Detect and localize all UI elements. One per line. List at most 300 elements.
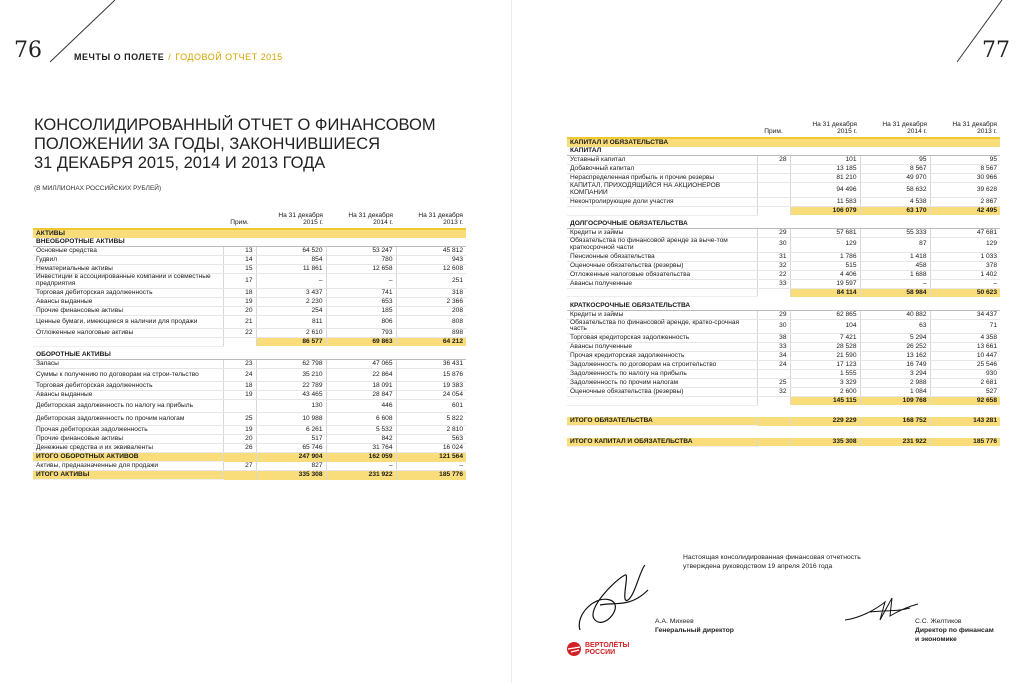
row-label: Суммы к получению по договорам на строи-тельство [33,369,223,382]
row-label: Ценные бумаги, имеющиеся в наличии для продажи [33,316,223,329]
total-note [757,207,790,216]
table-row [33,462,466,471]
row-note: 19 [223,426,256,435]
table-row [567,261,1000,270]
row-label: Оценочные обязательства (резервы) [567,261,757,270]
signature-zheltikov [840,590,920,630]
section-assets [33,229,466,238]
row-label: Торговая кредиторская задолженность [567,334,757,343]
value-2014: – [860,279,930,288]
value-2015: 13 185 [790,165,860,174]
value-2013: 19 383 [396,382,466,391]
total-2015: 145 115 [790,397,860,406]
table-row [33,426,466,435]
total-2013: 42 495 [930,207,1000,216]
subhead-equity [567,147,1000,156]
table-row [567,361,1000,370]
value-2014: 63 [860,319,930,334]
value-2014: 22 864 [326,369,396,382]
row-note: 32 [757,261,790,270]
row-note: 18 [223,382,256,391]
value-2015: 1 786 [790,252,860,261]
row-label: Обязательства по финансовой аренде, кратко-срочная часть [567,319,757,334]
table-row [567,270,1000,279]
row-label: Отложенные налоговые активы [33,329,223,338]
value-2013: – [396,462,466,471]
total-2014: 109 768 [860,397,930,406]
value-2014: 87 [860,238,930,253]
row-note: 25 [223,413,256,426]
total-2015: 335 308 [790,438,860,447]
page-number-right: 77 [982,38,1010,63]
value-2015: 854 [256,256,326,265]
total-note [223,338,256,347]
total-2014: 69 863 [326,338,396,347]
value-2013: 10 447 [930,352,1000,361]
table-header [33,212,466,229]
row-label: Неконтролирующие доли участия [567,198,757,207]
col-note-header: Прим. [223,212,256,229]
total-2013: 143 281 [930,417,1000,426]
total-2015: 335 308 [256,471,326,480]
total-shortterm [567,397,1000,406]
value-2015: 6 261 [256,426,326,435]
value-2015: 104 [790,319,860,334]
row-note: 19 [223,298,256,307]
value-2015: 62 865 [790,310,860,319]
value-2013: 13 661 [930,343,1000,352]
signature-mikheev [570,560,660,640]
value-2015: 81 210 [790,174,860,183]
value-2014: 5 294 [860,334,930,343]
value-2014: 1 084 [860,388,930,397]
value-2015: 515 [790,261,860,270]
row-label: Прочая кредиторская задолженность [567,352,757,361]
value-2013: 36 431 [396,360,466,369]
value-2013: 898 [396,329,466,338]
value-2013: 15 876 [396,369,466,382]
row-label: Дебиторская задолженность по прочим налогам [33,413,223,426]
page-number-left: 76 [14,38,42,63]
value-2014: 3 294 [860,370,930,379]
row-note: 20 [223,435,256,444]
value-2013: 12 608 [396,265,466,274]
value-2014: 53 247 [326,247,396,256]
row-label: Нематериальные активы [33,265,223,274]
table-row [33,444,466,453]
value-2013: 47 681 [930,229,1000,238]
value-2015: 2 610 [256,329,326,338]
total-note [223,453,256,462]
table-row [33,435,466,444]
logo-text-line: РОССИИ [585,649,616,656]
value-2015: 94 496 [790,183,860,198]
value-2014: 47 065 [326,360,396,369]
value-2013: 2 681 [930,379,1000,388]
value-2013: 8 567 [930,165,1000,174]
value-2013: 2 810 [396,426,466,435]
total-2014: 231 922 [326,471,396,480]
value-2014: 185 [326,307,396,316]
table-row [567,165,1000,174]
row-note: 31 [757,252,790,261]
table-row [567,198,1000,207]
value-2013: 378 [930,261,1000,270]
value-2014: 58 632 [860,183,930,198]
row-spacer [567,426,1000,438]
row-label: Авансы полученные [567,279,757,288]
value-2015: 35 210 [256,369,326,382]
total-2013: 185 776 [396,471,466,480]
row-note: 19 [223,391,256,400]
col-2013-header: На 31 декабря 2013 г. [396,212,466,229]
table-row [33,369,466,382]
total-note [757,438,790,447]
total-assets [33,471,466,480]
value-2015: 4 406 [790,270,860,279]
signer-title: Генеральный директор [655,627,734,634]
row-label: Задолженность по налогу на прибыль [567,370,757,379]
row-note: 13 [223,247,256,256]
value-2013: 24 054 [396,391,466,400]
value-2013: – [930,279,1000,288]
value-2015: 3 329 [790,379,860,388]
value-2014: 842 [326,435,396,444]
value-2013: 208 [396,307,466,316]
table-row [567,279,1000,288]
value-2015: 827 [256,462,326,471]
total-label: ИТОГО КАПИТАЛ И ОБЯЗАТЕЛЬСТВА [567,438,757,447]
row-label: Обязательства по финансовой аренде за выче-том краткосрочной части [567,238,757,253]
signer-name: А.А. Михеев [655,618,694,625]
report-title [34,116,454,173]
value-2015: 11 861 [256,265,326,274]
running-subtitle: ГОДОВОЙ ОТЧЕТ 2015 [175,52,283,62]
running-title: МЕЧТЫ О ПОЛЕТЕ [74,52,165,62]
table-row [567,352,1000,361]
row-label: Задолженность по прочим налогам [567,379,757,388]
row-note: 28 [757,156,790,165]
value-2015: 1 555 [790,370,860,379]
value-2014: 16 749 [860,361,930,370]
value-2015: 21 590 [790,352,860,361]
value-2014: 49 970 [860,174,930,183]
value-2015: 43 465 [256,391,326,400]
table-row [33,400,466,413]
row-label: Денежные средства и их эквиваленты [33,444,223,453]
value-2014: 1 688 [860,270,930,279]
row-label: Инвестиции в ассоциированные компании и совместные предприятия [33,274,223,289]
subhead-current-label: ОБОРОТНЫЕ АКТИВЫ [33,351,466,360]
signer-mikheev [655,617,734,635]
col-2015-header: На 31 декабря 2015 г. [256,212,326,229]
value-2014: 741 [326,289,396,298]
value-2013: 71 [930,319,1000,334]
total-note [757,288,790,297]
total-equity-liabilities [567,438,1000,447]
total-equity [567,207,1000,216]
row-note [757,198,790,207]
table-row [33,289,466,298]
total-2014: 63 170 [860,207,930,216]
total-note [757,417,790,426]
row-note: 20 [223,307,256,316]
row-label: Гудвил [33,256,223,265]
col-note-header: Прим. [757,121,790,138]
value-2015: 101 [790,156,860,165]
total-label [33,338,223,347]
value-2014: 18 091 [326,382,396,391]
row-label: Авансы полученные [567,343,757,352]
value-2014: 95 [860,156,930,165]
value-2013: 563 [396,435,466,444]
row-note: 22 [757,270,790,279]
row-label: Кредиты и займы [567,310,757,319]
row-note: 24 [223,369,256,382]
row-label: Отложенные налоговые обязательства [567,270,757,279]
section-assets-label: АКТИВЫ [33,229,466,238]
table-row [33,391,466,400]
logo-text-line: ВЕРТОЛЁТЫ [585,641,630,649]
row-note: 17 [223,274,256,289]
col-2015-header: На 31 декабря 2015 г. [790,121,860,138]
total-2014: 231 922 [860,438,930,447]
total-2013: 121 564 [396,453,466,462]
row-note: 33 [757,279,790,288]
value-2014: 458 [860,261,930,270]
signer-zheltikov [915,617,994,644]
table-row [567,238,1000,253]
value-2013: 2 867 [930,198,1000,207]
table-header [567,121,1000,138]
total-2013: 64 212 [396,338,466,347]
table-row [33,382,466,391]
row-note: 21 [223,316,256,329]
total-2013: 185 776 [930,438,1000,447]
row-label: Нераспределенная прибыль и прочие резервы [567,174,757,183]
value-2014: – [326,274,396,289]
value-2014: 780 [326,256,396,265]
table-row [33,247,466,256]
row-label: Прочие финансовые активы [33,435,223,444]
row-note: 30 [757,319,790,334]
value-2013: 16 024 [396,444,466,453]
row-note [757,370,790,379]
value-2014: 28 847 [326,391,396,400]
liabilities-table [567,121,1000,447]
subhead-current [33,351,466,360]
total-noncurrent [33,338,466,347]
report-title-line: 31 ДЕКАБРЯ 2015, 2014 И 2013 ГОДА [34,154,326,172]
value-2013: 1 402 [930,270,1000,279]
approval-line: Настоящая консолидированная финансовая отчетность [683,554,861,561]
total-current [33,453,466,462]
value-2014: 1 418 [860,252,930,261]
row-label: Дебиторская задолженность по налогу на прибыль [33,400,223,413]
report-title-line: ПОЛОЖЕНИИ ЗА ГОДЫ, ЗАКОНЧИВШИЕСЯ [34,135,381,153]
value-2014: 6 608 [326,413,396,426]
value-2014: 653 [326,298,396,307]
subhead-noncurrent [33,238,466,247]
value-2013: 129 [930,238,1000,253]
table-row [567,370,1000,379]
row-note: 27 [223,462,256,471]
row-note: 15 [223,265,256,274]
value-2014: 806 [326,316,396,329]
table-row [567,334,1000,343]
value-2013: 251 [396,274,466,289]
row-label: Авансы выданные [33,391,223,400]
total-longterm [567,288,1000,297]
row-label: Авансы выданные [33,298,223,307]
total-2015: 86 577 [256,338,326,347]
value-2014: 26 252 [860,343,930,352]
value-2015: 3 437 [256,289,326,298]
subhead-noncurrent-label: ВНЕОБОРОТНЫЕ АКТИВЫ [33,238,466,247]
subhead-longterm [567,220,1000,229]
value-2013: 527 [930,388,1000,397]
table-row [567,379,1000,388]
subhead-shortterm [567,302,1000,311]
row-label: Торговая дебиторская задолженность [33,382,223,391]
row-label: Активы, предназначенные для продажи [33,462,223,471]
total-2013: 50 623 [930,288,1000,297]
value-2015: 19 597 [790,279,860,288]
table-row [567,343,1000,352]
value-2015: 11 583 [790,198,860,207]
row-note: 29 [757,229,790,238]
row-note [757,165,790,174]
value-2015: 2 600 [790,388,860,397]
row-note [757,183,790,198]
value-2015: 17 123 [790,361,860,370]
value-2015: 28 528 [790,343,860,352]
table-row [567,183,1000,198]
row-label: Основные средства [33,247,223,256]
signer-title: Директор по финансам [915,627,994,634]
col-2013-header: На 31 декабря 2013 г. [930,121,1000,138]
value-2013: 808 [396,316,466,329]
total-label [567,397,757,406]
value-2015: 254 [256,307,326,316]
section-equity-liabilities-label: КАПИТАЛ И ОБЯЗАТЕЛЬСТВА [567,138,1000,147]
company-logo [566,641,629,657]
assets-body [33,229,466,479]
value-2014: – [326,462,396,471]
total-label: ИТОГО АКТИВЫ [33,471,223,480]
value-2013: 95 [930,156,1000,165]
row-label: Запасы [33,360,223,369]
row-note: 18 [223,289,256,298]
row-note [223,400,256,413]
row-note [757,174,790,183]
row-note: 32 [757,388,790,397]
value-2015: 7 421 [790,334,860,343]
table-row [33,316,466,329]
table-row [567,156,1000,165]
value-2014: 5 532 [326,426,396,435]
total-note [757,397,790,406]
col-2014-header: На 31 декабря 2014 г. [326,212,396,229]
row-label: Прочие финансовые активы [33,307,223,316]
value-2014: 40 882 [860,310,930,319]
value-2013: 318 [396,289,466,298]
signer-title: и экономике [915,636,957,643]
value-2013: 930 [930,370,1000,379]
value-2013: 30 966 [930,174,1000,183]
assets-table [33,212,466,480]
row-label: КАПИТАЛ, ПРИХОДЯЩИЙСЯ НА АКЦИОНЕРОВ КОМПАНИИ [567,183,757,198]
row-note: 25 [757,379,790,388]
table-row [567,388,1000,397]
table-row [567,319,1000,334]
row-note: 34 [757,352,790,361]
total-2013: 92 658 [930,397,1000,406]
value-2015: 10 988 [256,413,326,426]
total-label: ИТОГО ОБОРОТНЫХ АКТИВОВ [33,453,223,462]
row-note: 24 [757,361,790,370]
row-note: 33 [757,343,790,352]
value-2013: 2 366 [396,298,466,307]
table-row [33,307,466,316]
value-2013: 4 358 [930,334,1000,343]
row-note: 22 [223,329,256,338]
table-row [33,413,466,426]
value-2013: 34 437 [930,310,1000,319]
table-row [567,252,1000,261]
total-label [567,207,757,216]
report-title-line: КОНСОЛИДИРОВАННЫЙ ОТЧЕТ О ФИНАНСОВОМ [34,116,436,134]
signer-name: С.С. Желтиков [915,618,962,625]
total-2015: 229 229 [790,417,860,426]
row-note: 30 [757,238,790,253]
total-2014: 162 059 [326,453,396,462]
running-head [74,52,283,62]
liabilities-body [567,138,1000,446]
value-2015: 2 230 [256,298,326,307]
row-note: 23 [223,360,256,369]
value-2015: 64 520 [256,247,326,256]
value-2013: 5 822 [396,413,466,426]
total-note [223,471,256,480]
value-2013: 39 628 [930,183,1000,198]
units-note: (В МИЛЛИОНАХ РОССИЙСКИХ РУБЛЕЙ) [34,185,162,192]
value-2014: 8 567 [860,165,930,174]
value-2015: 62 798 [256,360,326,369]
value-2013: 1 033 [930,252,1000,261]
total-2015: 84 114 [790,288,860,297]
table-row [33,256,466,265]
total-2014: 168 752 [860,417,930,426]
value-2015: – [256,274,326,289]
value-2013: 943 [396,256,466,265]
total-2015: 247 904 [256,453,326,462]
value-2015: 22 789 [256,382,326,391]
row-label: Оценочные обязательства (резервы) [567,388,757,397]
value-2015: 129 [790,238,860,253]
value-2014: 793 [326,329,396,338]
total-2014: 58 984 [860,288,930,297]
value-2014: 12 658 [326,265,396,274]
subhead-longterm-label: ДОЛГОСРОЧНЫЕ ОБЯЗАТЕЛЬСТВА [567,220,1000,229]
value-2013: 601 [396,400,466,413]
value-2015: 57 681 [790,229,860,238]
value-2013: 45 812 [396,247,466,256]
col-2014-header: На 31 декабря 2014 г. [860,121,930,138]
row-note: 29 [757,310,790,319]
row-label: Добавочный капитал [567,165,757,174]
row-label: Пенсионные обязательства [567,252,757,261]
